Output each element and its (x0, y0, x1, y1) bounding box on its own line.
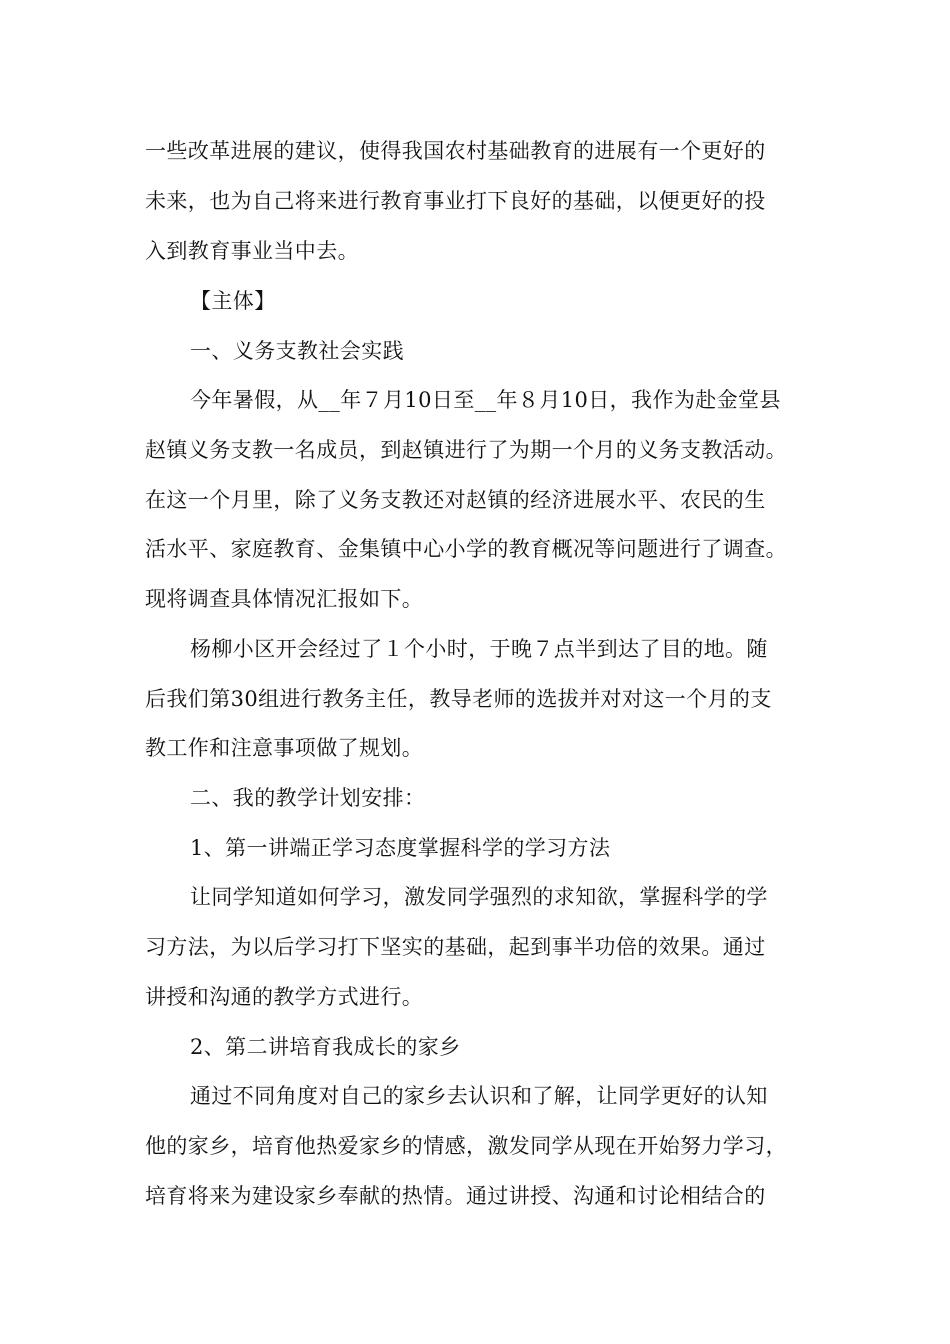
paragraph-line: 在这一个月里，除了义务支教还对赵镇的经济进展水平、农民的生 (145, 488, 766, 512)
paragraph-line: 一些改革进展的建议，使得我国农村基础教育的进展有一个更好的 (145, 139, 766, 163)
paragraph-line: 入到教育事业当中去。 (145, 239, 359, 263)
paragraph-line: 赵镇义务支教一名成员，到赵镇进行了为期一个月的义务支教活动。 (145, 438, 787, 462)
paragraph-line: 培育将来为建设家乡奉献的热情。通过讲授、沟通和讨论相结合的 (145, 1184, 766, 1208)
paragraph-line: 活水平、家庭教育、金集镇中心小学的教育概况等问题进行了调查。 (145, 537, 787, 561)
paragraph-line: 讲授和沟通的教学方式进行。 (145, 985, 424, 1009)
subsection-heading: 2、第二讲培育我成长的家乡 (190, 1035, 461, 1059)
paragraph-line: 现将调查具体情况汇报如下。 (145, 587, 424, 611)
section-heading: 一、义务支教社会实践 (190, 339, 404, 363)
paragraph-line: 让同学知道如何学习，激发同学强烈的求知欲，掌握科学的学 (190, 885, 768, 909)
paragraph-line: 杨柳小区开会经过了１个小时，于晚７点半到达了目的地。随 (190, 637, 768, 661)
paragraph-line: 教工作和注意事项做了规划。 (145, 736, 424, 760)
subsection-heading: 1、第一讲端正学习态度掌握科学的学习方法 (190, 836, 611, 860)
paragraph-line: 通过不同角度对自己的家乡去认识和了解，让同学更好的认知 (190, 1084, 768, 1108)
section-label: 【主体】 (190, 289, 276, 313)
paragraph-line: 他的家乡，培育他热爱家乡的情感，激发同学从现在开始努力学习， (145, 1134, 787, 1158)
section-heading: 二、我的教学计划安排： (190, 786, 426, 810)
paragraph-line: 后我们第30组进行教务主任，教导老师的选拔并对对这一个月的支 (145, 687, 772, 711)
paragraph-line: 习方法，为以后学习打下坚实的基础，起到事半功倍的效果。通过 (145, 935, 766, 959)
paragraph-line: 今年暑假，从__年７月10日至__年８月10日，我作为赴金堂县 (190, 388, 781, 412)
paragraph-line: 未来，也为自己将来进行教育事业打下良好的基础，以便更好的投 (145, 189, 766, 213)
